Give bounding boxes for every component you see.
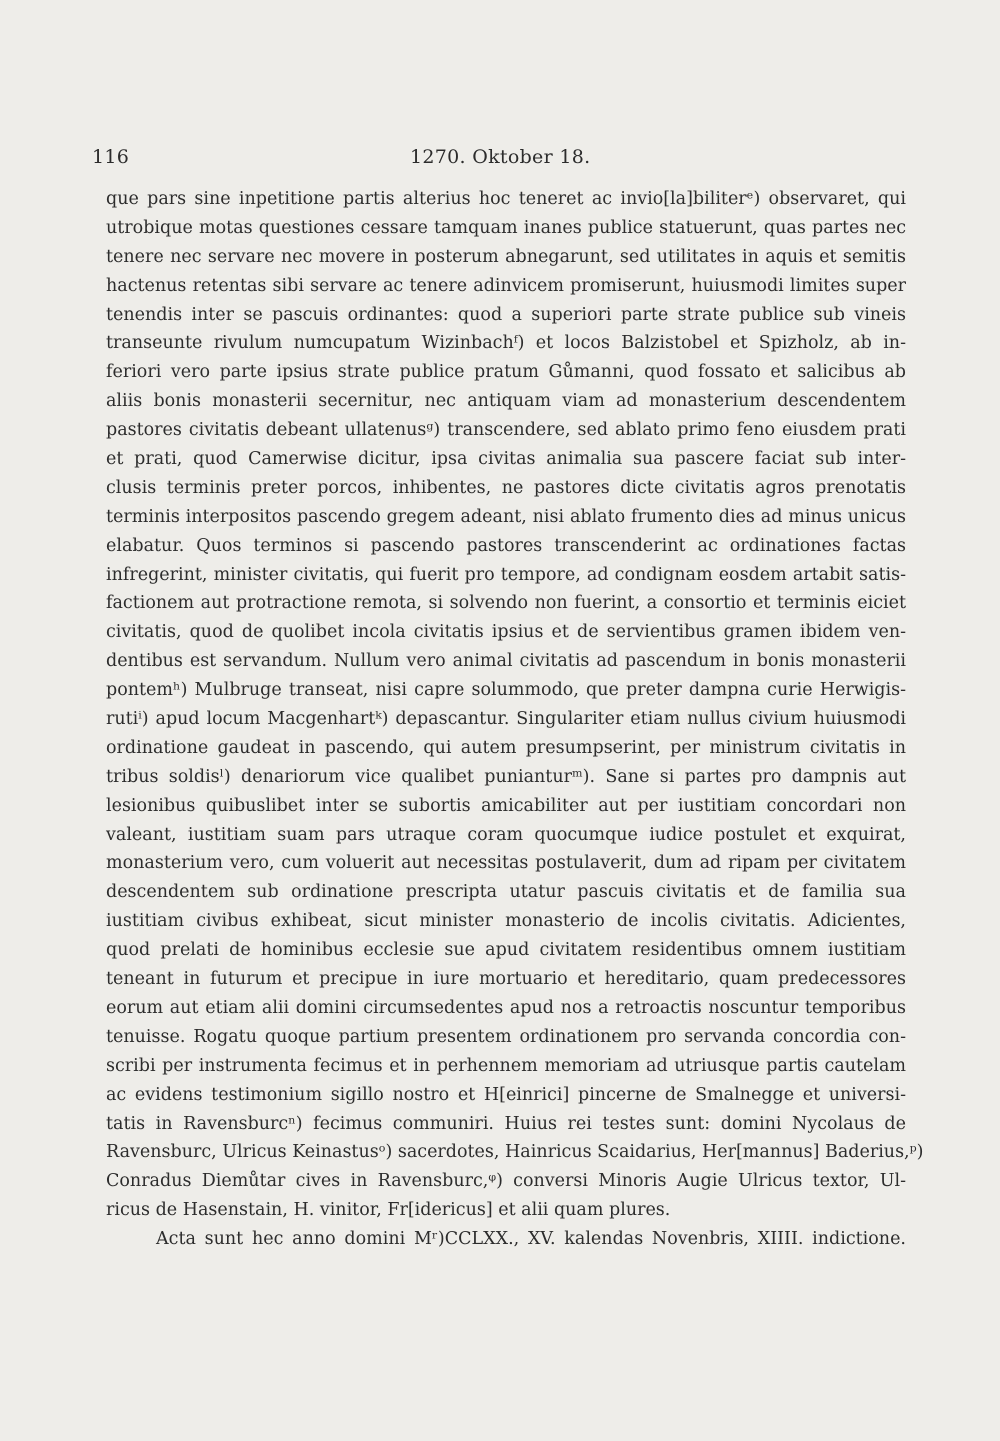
document-body — [106, 185, 924, 1254]
text-line: pastores civitatis debeant ullatenusᵍ) transcendere, sed ablato primo feno eiusdem prati — [106, 420, 906, 441]
text-line: tribus soldisˡ) denariorum vice qualibet punianturᵐ). Sane si partes pro dampnis aut — [106, 766, 906, 787]
closing-line: Acta sunt hec anno domini Mʳ)CCLXX., XV. kalendas Novenbris, XIIII. indictione. — [156, 1229, 906, 1250]
text-line: tenere nec servare nec movere in posterum abnegarunt, sed utilitates in aquis et semitis — [106, 246, 906, 267]
text-line: aliis bonis monasterii secernitur, nec antiquam viam ad monasterium descendentem — [106, 391, 906, 412]
text-line: dentibus est servandum. Nullum vero animal civitatis ad pascendum in bonis monasterii — [106, 651, 906, 672]
text-line: pontemʰ) Mulbruge transeat, nisi capre solummodo, que preter dampna curie Herwigis- — [106, 680, 906, 701]
text-line: quod prelati de hominibus ecclesie sue apud civitatem residentibus omnem iustitiam — [106, 940, 906, 961]
text-line: hactenus retentas sibi servare ac tenere adinvicem promiserunt, huiusmodi limites super — [106, 275, 906, 296]
text-line: ricus de Hasenstain, H. vinitor, Fr[idericus] et alii quam plures. — [106, 1200, 671, 1221]
page-number: 116 — [92, 146, 130, 168]
text-line: infregerint, minister civitatis, qui fuerit pro tempore, ad condignam eosdem artabit satis- — [106, 564, 906, 585]
text-line: scribi per instrumenta fecimus et in perhennem memoriam ad utriusque partis cautelam — [106, 1055, 906, 1076]
text-line: elabatur. Quos terminos si pascendo pastores transcenderint ac ordinationes factas — [106, 535, 906, 556]
text-line: ac evidens testimonium sigillo nostro et H[einrici] pincerne de Smalnegge et universi- — [106, 1084, 906, 1105]
text-line: ordinatione gaudeat in pascendo, qui autem presumpserint, per ministrum civitatis in — [106, 737, 906, 758]
text-line: clusis terminis preter porcos, inhibentes, ne pastores dicte civitatis agros prenotatis — [106, 477, 906, 498]
text-line: monasterium vero, cum voluerit aut necessitas postulaverit, dum ad ripam per civitatem — [106, 853, 906, 874]
text-line: feriori vero parte ipsius strate publice pratum Gůmanni, quod fossato et salicibus ab — [106, 362, 906, 383]
text-line: Conradus Diemůtar cives in Ravensburc,ᵠ) conversi Minoris Augie Ulricus textor, Ul- — [106, 1171, 906, 1192]
text-line: et prati, quod Camerwise dicitur, ipsa civitas animalia sua pascere faciat sub inter- — [106, 449, 906, 470]
text-line: valeant, iustitiam suam pars utraque coram quocumque iudice postulet et exquirat, — [106, 824, 906, 845]
text-line: factionem aut protractione remota, si solvendo non fuerint, a consortio et terminis eiciet — [106, 593, 906, 614]
page-header — [92, 146, 908, 172]
text-line: rutiⁱ) apud locum Macgenhartᵏ) depascantur. Singulariter etiam nullus civium huiusmodi — [106, 709, 906, 730]
text-line: que pars sine inpetitione partis alterius hoc teneret ac invio[la]biliterᵉ) observaret, qui — [106, 189, 906, 209]
text-line: Ravensburc, Ulricus Keinastusᵒ) sacerdotes, Hainricus Scaidarius, Her[mannus] Baderius,ᵖ) — [106, 1142, 924, 1163]
text-line: tenuisse. Rogatu quoque partium presentem ordinationem pro servanda concordia con- — [106, 1026, 906, 1047]
text-line: tenendis inter se pascuis ordinantes: quod a superiori parte strate publice sub vineis — [106, 304, 906, 325]
text-line: iustitiam civibus exhibeat, sicut minister monasterio de incolis civitatis. Adicientes, — [106, 911, 906, 932]
header-date: 1270. Oktober 18. — [410, 146, 591, 168]
text-line: descendentem sub ordinatione prescripta utatur pascuis civitatis et de familia sua — [106, 882, 906, 903]
text-line: civitatis, quod de quolibet incola civitatis ipsius et de servientibus gramen ibidem ven- — [106, 622, 906, 643]
text-line: transeunte rivulum numcupatum Wizinbachᶠ) et locos Balzistobel et Spizholz, ab in- — [106, 333, 906, 354]
text-line: utrobique motas questiones cessare tamquam inanes publice statuerunt, quas partes nec — [106, 217, 906, 238]
text-line: teneant in futurum et precipue in iure mortuario et hereditario, quam predecessores — [106, 969, 906, 990]
text-line: eorum aut etiam alii domini circumsedentes apud nos a retroactis noscuntur temporibus — [106, 997, 906, 1018]
text-line: terminis interpositos pascendo gregem adeant, nisi ablato frumento dies ad minus unicus — [106, 506, 906, 527]
text-line: tatis in Ravensburcⁿ) fecimus communiri. Huius rei testes sunt: domini Nycolaus de — [106, 1113, 906, 1134]
text-line: lesionibus quibuslibet inter se subortis amicabiliter aut per iustitiam concordari non — [106, 795, 906, 816]
